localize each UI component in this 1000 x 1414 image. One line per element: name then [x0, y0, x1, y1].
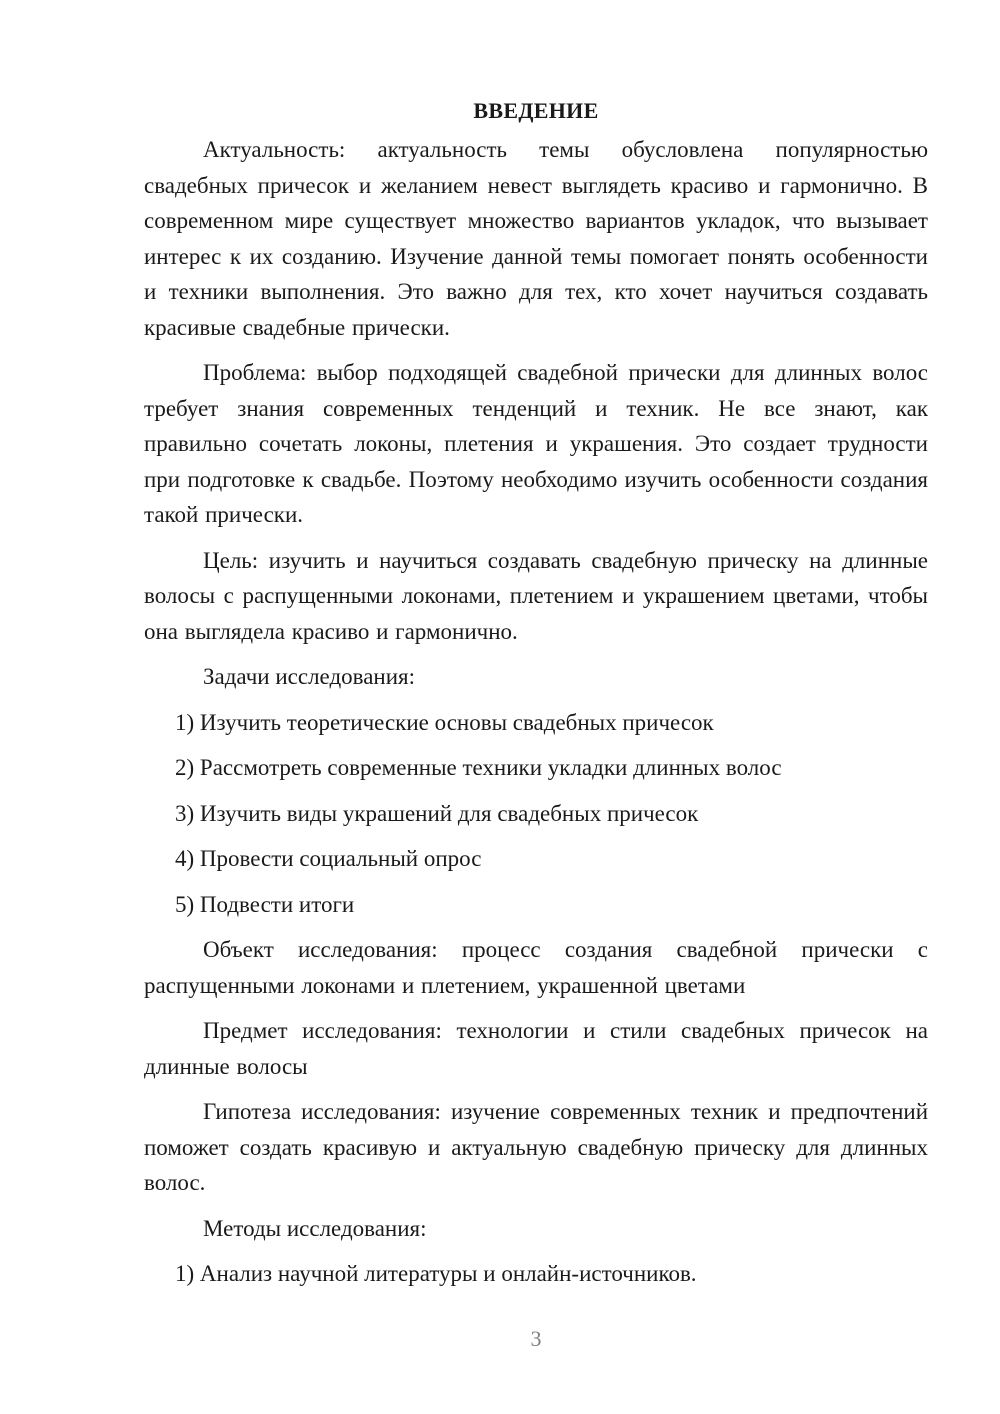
- task-item-2: 2) Рассмотреть современные техники укладки длинных волос: [175, 755, 782, 780]
- paragraph-subject: Предмет исследования: технологии и стили свадебных причесок на длинные волосы: [144, 1018, 928, 1079]
- page-number: 3: [530, 1326, 542, 1351]
- paragraph-object: Объект исследования: процесс создания свадебной прически с распущенными локонами и плетением, украшенной цветами: [144, 937, 928, 998]
- methods-title: Методы исследования:: [203, 1215, 427, 1241]
- paragraph-relevance: Актуальность: актуальность темы обусловлена популярностью свадебных причесок и желанием невест выглядеть красиво и гармонично. В современном мире существует множество вариантов укладок, что вызывает интерес к их созданию. Изучение данной темы помогает понять особенности и техники выполнения. Это важно для тех, кто хочет научиться создавать красивые свадебные прически.: [144, 137, 928, 340]
- task-item-1: 1) Изучить теоретические основы свадебных причесок: [175, 709, 714, 735]
- task-item-4: 4) Провести социальный опрос: [175, 846, 482, 871]
- section-heading: ВВЕДЕНИЕ: [473, 98, 599, 123]
- paragraph-hypothesis: Гипотеза исследования: изучение современных техник и предпочтений поможет создать красивую и актуальную свадебную прическу для длинных волос.: [144, 1099, 928, 1195]
- paragraph-problem: Проблема: выбор подходящей свадебной прически для длинных волос требует знания современных тенденций и техник. Не все знают, как правильно сочетать локоны, плетения и украшения. Это создает трудности при подготовке к свадьбе. Поэтому необходимо изучить особенности создания такой прически.: [144, 360, 928, 527]
- task-item-5: 5) Подвести итоги: [175, 891, 355, 917]
- page-content: [144, 96, 928, 1302]
- paragraph-goal: Цель: изучить и научиться создавать свадебную прическу на длинные волосы с распущенными локонами, плетением и украшением цветами, чтобы она выглядела красиво и гармонично.: [144, 547, 928, 644]
- tasks-title: Задачи исследования:: [203, 664, 416, 689]
- method-item-1: 1) Анализ научной литературы и онлайн-источников.: [175, 1261, 697, 1286]
- task-item-3: 3) Изучить виды украшений для свадебных причесок: [175, 800, 699, 826]
